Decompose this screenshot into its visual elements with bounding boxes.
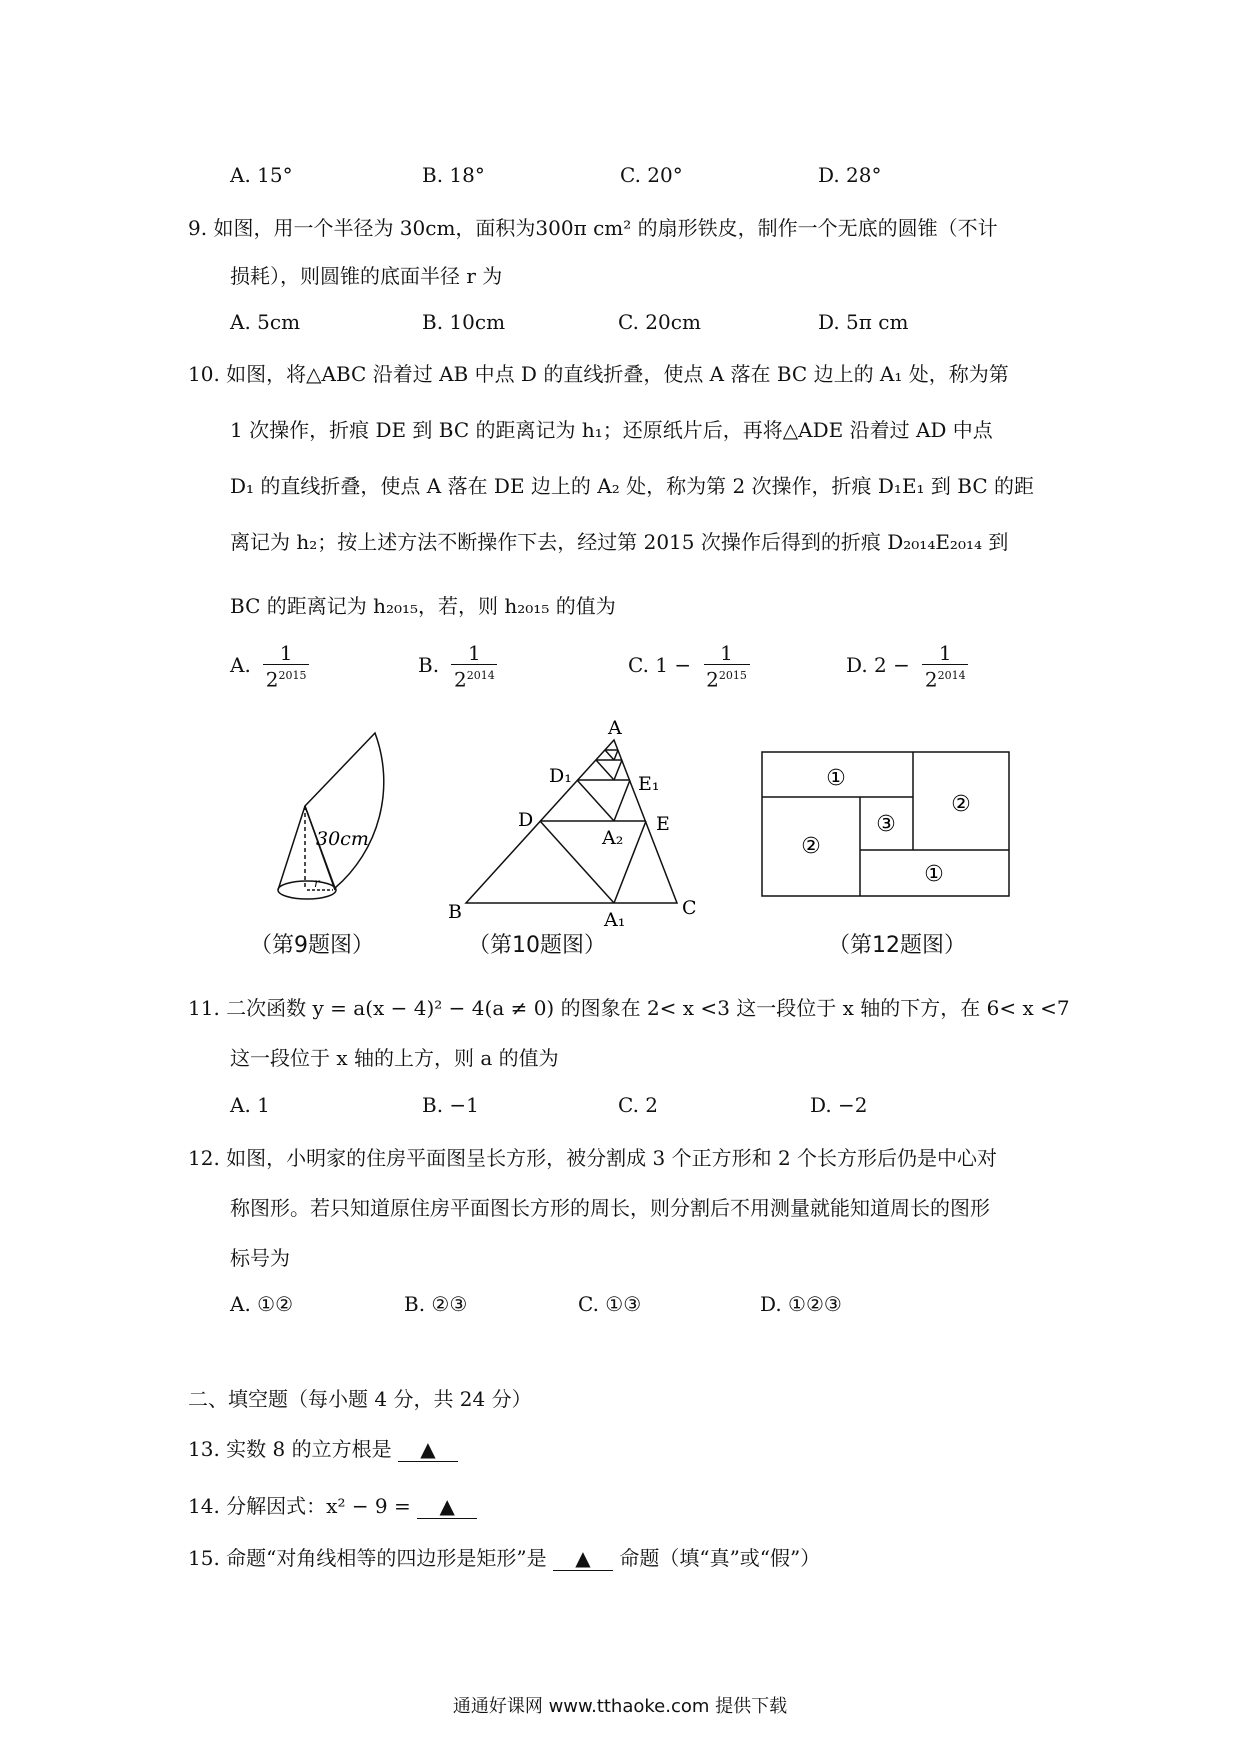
q8-option-a: A. 15°	[230, 163, 293, 187]
fig9-radius-label: 30cm	[316, 828, 369, 850]
q10-option-c-base: 2	[706, 667, 719, 692]
fig9-r-label: r	[314, 876, 320, 890]
q13-blank[interactable]: ▲	[398, 1437, 458, 1462]
q10-option-d-prefix: D. 2 −	[846, 652, 910, 677]
q12-line-3: 标号为	[230, 1246, 290, 1270]
q9-option-d: D. 5π cm	[818, 310, 909, 334]
fig10-label-d: D	[518, 809, 534, 831]
fig10-label-b: B	[448, 901, 462, 923]
q10-line-4: 离记为 h₂；按上述方法不断操作下去，经过第 2015 次操作后得到的折痕 D₂₀₁₄E₂₀₁₄ 到	[230, 530, 1009, 554]
q15-text-after: 命题（填“真”或“假”）	[619, 1546, 821, 1570]
q10-option-a	[230, 642, 309, 691]
q8-option-d: D. 28°	[818, 163, 882, 187]
q12-line-1: 12. 如图，小明家的住房平面图呈长方形，被分割成 3 个正方形和 2 个长方形后仍是中心对	[188, 1146, 998, 1170]
fig10-label-a2: A₂	[602, 827, 624, 849]
q9-option-c: C. 20cm	[618, 310, 701, 334]
q12-option-a: A. ①②	[230, 1292, 294, 1316]
q10-option-c-numerator: 1	[720, 641, 733, 665]
fig12-cell-2-left: ②	[801, 834, 821, 859]
fig10-label-c: C	[682, 897, 697, 919]
fig9-cone-and-sector	[278, 733, 384, 899]
q11-option-d: D. −2	[810, 1093, 868, 1117]
q11-line-1: 11. 二次函数 y = a(x − 4)² − 4(a ≠ 0) 的图象在 2< x <3 这一段位于 x 轴的下方，在 6< x <7	[188, 996, 1070, 1020]
q10-option-d-numerator: 1	[938, 641, 952, 665]
q15-blank[interactable]: ▲	[553, 1546, 613, 1571]
q12-option-c: C. ①③	[578, 1292, 642, 1316]
q8-option-c: C. 20°	[620, 163, 683, 187]
q10-option-a-prefix: A.	[230, 652, 251, 677]
q9-line-2: 损耗），则圆锥的底面半径 r 为	[230, 264, 503, 288]
fig10-label-e1: E₁	[638, 773, 660, 795]
q11-line-2: 这一段位于 x 轴的上方，则 a 的值为	[230, 1046, 559, 1070]
fig12-cell-1-top: ①	[826, 766, 846, 791]
q14-text: 14. 分解因式：x² − 9 =	[188, 1494, 411, 1518]
q10-option-c-exponent: 2015	[718, 669, 747, 682]
q10-option-d	[846, 642, 968, 691]
q8-option-b: B. 18°	[422, 163, 485, 187]
q12-line-2: 称图形。若只知道原住房平面图长方形的周长，则分割后不用测量就能知道周长的图形	[230, 1196, 990, 1220]
fig10-label-d1: D₁	[549, 765, 572, 787]
fig10-label-a: A	[608, 717, 622, 739]
q10-option-c-fraction	[704, 642, 750, 691]
q10-line-1: 10. 如图，将△ABC 沿着过 AB 中点 D 的直线折叠，使点 A 落在 BC 边上的 A₁ 处，称为第	[188, 362, 1009, 386]
fig10-label-e: E	[656, 813, 670, 835]
q10-option-b-exponent: 2014	[466, 669, 495, 682]
q11-option-b: B. −1	[422, 1093, 479, 1117]
q10-option-a-numerator: 1	[279, 641, 293, 665]
page-footer: 通通好课网 www.tthaoke.com 提供下载	[452, 1696, 788, 1717]
q13-text: 13. 实数 8 的立方根是	[188, 1437, 392, 1461]
q10-line-2: 1 次操作，折痕 DE 到 BC 的距离记为 h₁；还原纸片后，再将△ADE 沿着过 AD 中点	[230, 418, 993, 442]
q12-option-d: D. ①②③	[760, 1292, 842, 1316]
figures-row	[0, 700, 1240, 960]
q10-option-b-numerator: 1	[468, 641, 481, 665]
fig12-cell-2-right: ②	[951, 792, 971, 817]
section-2-heading: 二、填空题（每小题 4 分，共 24 分）	[188, 1387, 532, 1411]
q10-option-d-fraction	[922, 642, 968, 691]
fig12-cell-1-bottom: ①	[924, 862, 944, 887]
q10-line-5: BC 的距离记为 h₂₀₁₅，若，则 h₂₀₁₅ 的值为	[230, 594, 616, 618]
q10-option-b	[418, 642, 497, 691]
q9-line-1: 9. 如图，用一个半径为 30cm，面积为300π cm² 的扇形铁皮，制作一个无底的圆锥（不计	[188, 216, 998, 240]
q12-option-b: B. ②③	[404, 1292, 468, 1316]
q10-option-c	[628, 642, 750, 691]
q14-blank[interactable]: ▲	[417, 1494, 477, 1519]
fig10-caption: （第10题图）	[468, 933, 606, 958]
q10-option-a-exponent: 2015	[278, 669, 307, 682]
q10-option-d-base: 2	[924, 667, 938, 692]
q15-text-before: 15. 命题“对角线相等的四边形是矩形”是	[188, 1546, 547, 1570]
fig12-cell-3: ③	[876, 812, 896, 837]
q14	[188, 1490, 477, 1519]
q11-option-c: C. 2	[618, 1093, 659, 1117]
q10-option-b-prefix: B.	[418, 652, 440, 677]
q10-option-b-base: 2	[454, 667, 467, 692]
q9-option-a: A. 5cm	[230, 310, 301, 334]
fig9-caption: （第9题图）	[250, 933, 374, 958]
q13	[188, 1433, 458, 1462]
q9-option-b: B. 10cm	[422, 310, 506, 334]
q10-option-d-exponent: 2014	[937, 669, 966, 682]
q11-option-a: A. 1	[230, 1093, 270, 1117]
q10-option-c-prefix: C. 1 −	[628, 652, 692, 677]
q15	[188, 1542, 820, 1571]
fig12-caption: （第12题图）	[828, 933, 966, 958]
q10-option-a-base: 2	[265, 667, 279, 692]
q10-option-b-fraction	[451, 642, 497, 691]
q10-line-3: D₁ 的直线折叠，使点 A 落在 DE 边上的 A₂ 处，称为第 2 次操作，折痕 D₁E₁ 到 BC 的距	[230, 474, 1035, 498]
q10-option-a-fraction	[263, 642, 309, 691]
fig10-label-a1: A₁	[604, 909, 626, 931]
